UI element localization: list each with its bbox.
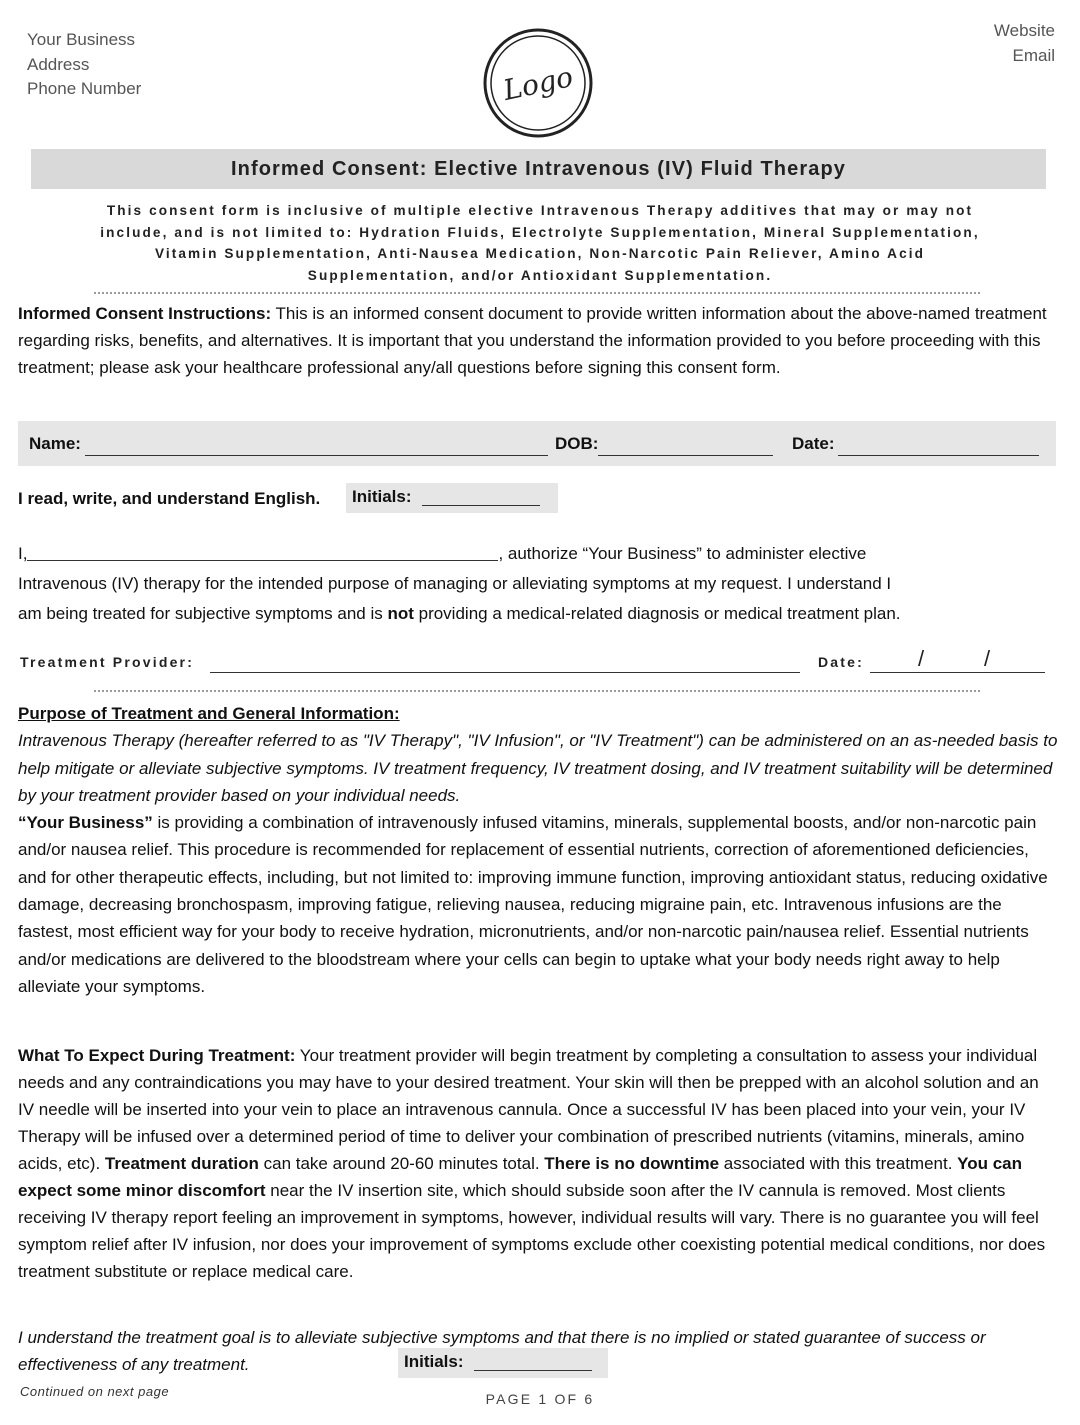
purpose-heading: Purpose of Treatment and General Information: <box>18 704 400 723</box>
logo <box>482 27 594 139</box>
authorization-line-2: Intravenous (IV) therapy for the intended purpose of managing or alleviating symptoms at my request. I understand I <box>18 574 892 593</box>
provider-date-label: Date: <box>818 654 865 670</box>
continued-note: Continued on next page <box>20 1384 170 1399</box>
authorization-line-3-start: am being treated for subjective symptoms and is <box>18 604 388 623</box>
dob-field[interactable] <box>598 455 773 456</box>
expect-text-2: can take around 20-60 minutes total. <box>258 1154 545 1173</box>
initials-label: Initials: <box>404 1352 464 1371</box>
goal-initials-field[interactable] <box>474 1370 592 1371</box>
business-name: Your Business <box>27 30 136 49</box>
date-slash-1: / <box>918 646 925 671</box>
intro-line: This consent form is inclusive of multiple elective Intravenous Therapy additives that may or may not <box>106 203 974 218</box>
instructions-label: Informed Consent Instructions: <box>18 304 272 323</box>
dob-label: DOB: <box>555 434 599 453</box>
instructions-paragraph <box>18 300 1058 381</box>
intro-paragraph <box>24 200 1056 286</box>
logo-circle-icon <box>482 27 594 139</box>
date-slash-2: / <box>984 646 991 671</box>
provider-date-field[interactable] <box>870 672 1045 673</box>
date-field[interactable] <box>838 455 1039 456</box>
english-initials-field[interactable] <box>422 505 540 506</box>
website-text: Website <box>993 21 1055 40</box>
expect-text-1: Your treatment provider will begin treatment by completing a consultation to assess your individual needs and any contraindications you may have to your desired treatment. Your skin will then be prepped with an alcohol solution and an IV needle will be inserted into your vein to place an intravenous cannula. Once a successful IV has been placed into your vein, your IV Therapy will be infused over a determined period of time to deliver your combination of prescribed nutrients (vitamins, minerals, amino acids, etc). <box>18 1046 1039 1173</box>
business-address: Address <box>27 54 90 74</box>
name-label: Name: <box>29 434 81 453</box>
purpose-business-text: is providing a combination of intravenously infused vitamins, minerals, supplemental boosts, and/or non-narcotic pain and/or nausea relief. This procedure is recommended for replacement of essential nutrients, correction of aforementioned deficiencies, and for other therapeutic effects, including, but not limited to: improving immune function, improving antioxidant status, reducing oxidative damage, decreasing bronchospasm, improving fatigue, relieving nausea, reducing migraine pain, etc. Intravenous infusions are the fastest, most efficient way for your body to receive hydration, micronutrients, and/or non-narcotic pain/nausea relief. Essential nutrients and/or medications are delivered to the bloodstream where your cells can begin to uptake what your body needs right away to help alleviate your symptoms. <box>18 813 1048 996</box>
intro-line: include, and is not limited to: Hydration Fluids, Electrolyte Supplementation, Mineral Supplementation, <box>100 224 980 240</box>
purpose-italic-paragraph: Intravenous Therapy (hereafter referred to as "IV Therapy", "IV Infusion", or "IV Treatment") can be administered on an as-needed basis to help mitigate or alleviate subjective symptoms. IV treatment frequency, IV treatment dosing, and IV treatment suitability will be determined by your treatment provider based on your individual needs. <box>18 731 1058 805</box>
authorization-line-3 <box>18 599 1058 629</box>
intro-line: Vitamin Supplementation, Anti-Nausea Medication, Non-Narcotic Pain Reliever, Amino Acid <box>154 246 926 261</box>
web-contact-block <box>994 18 1055 68</box>
authorization-line-1 <box>18 539 1058 569</box>
authorization-paragraph <box>18 539 1058 629</box>
treatment-provider-field[interactable] <box>210 672 800 673</box>
expect-paragraph <box>18 1042 1058 1285</box>
name-field[interactable] <box>85 455 548 456</box>
expect-bold-duration: Treatment duration <box>104 1154 259 1173</box>
instructions-text: This is an informed consent document to provide written information about the above-named treatment regarding risks, benefits, and alternatives. It is important that you understand the information provided to you before proceeding with this treatment; please ask your healthcare professional any/all questions before signing this consent form. <box>18 304 1047 377</box>
date-label: Date: <box>792 434 835 453</box>
authorization-prefix: I, <box>18 544 28 563</box>
email-text: Email <box>1012 46 1055 65</box>
treatment-provider-label: Treatment Provider: <box>20 654 195 670</box>
expect-text-4: near the IV insertion site, which should subside soon after the IV cannula is removed. Most clients receiving IV therapy report feeling an improvement in symptoms, however, individual results will vary. There is no guarantee you will feel symptom relief after IV infusion, nor does your improvement of symptoms exclude other coexisting potential medical conditions, nor does treatment substitute or replace medical care. <box>18 1181 1046 1281</box>
form-title: Informed Consent: Elective Intravenous (IV) Fluid Therapy <box>31 149 1046 189</box>
english-statement: I read, write, and understand English. <box>18 489 321 508</box>
purpose-business-paragraph <box>18 809 1058 1000</box>
page-number: PAGE 1 OF 6 <box>485 1391 595 1407</box>
business-name-bold: “Your Business” <box>18 813 153 833</box>
dotted-divider <box>94 690 980 692</box>
expect-bold-downtime: There is no downtime <box>544 1154 720 1173</box>
purpose-section <box>18 700 1058 1000</box>
authorization-line-3-end: providing a medical-related diagnosis or medical treatment plan. <box>413 604 901 623</box>
logo-text: Logo <box>500 60 576 107</box>
expect-text-3: associated with this treatment. <box>719 1154 958 1173</box>
expect-label: What To Expect During Treatment: <box>18 1046 296 1065</box>
initials-label: Initials: <box>352 487 412 506</box>
authorization-after-blank: , authorize “Your Business” to administer elective <box>498 544 867 563</box>
business-phone: Phone Number <box>27 79 142 98</box>
goal-initials-box <box>398 1348 608 1378</box>
authorizer-name-field[interactable] <box>27 560 498 561</box>
patient-info-row <box>18 421 1056 466</box>
english-initials-box <box>346 483 558 513</box>
expect-bold-discomfort: You can expect some minor discomfort <box>18 1154 1023 1200</box>
goal-text: I understand the treatment goal is to alleviate subjective symptoms and that there is no implied or stated guarantee of success or effectiveness of any treatment. <box>18 1328 986 1374</box>
business-contact-block <box>27 28 141 102</box>
dotted-divider <box>94 292 980 294</box>
authorization-not-bold: not <box>387 604 414 623</box>
intro-line: Supplementation, and/or Antioxidant Supplementation. <box>307 267 773 283</box>
